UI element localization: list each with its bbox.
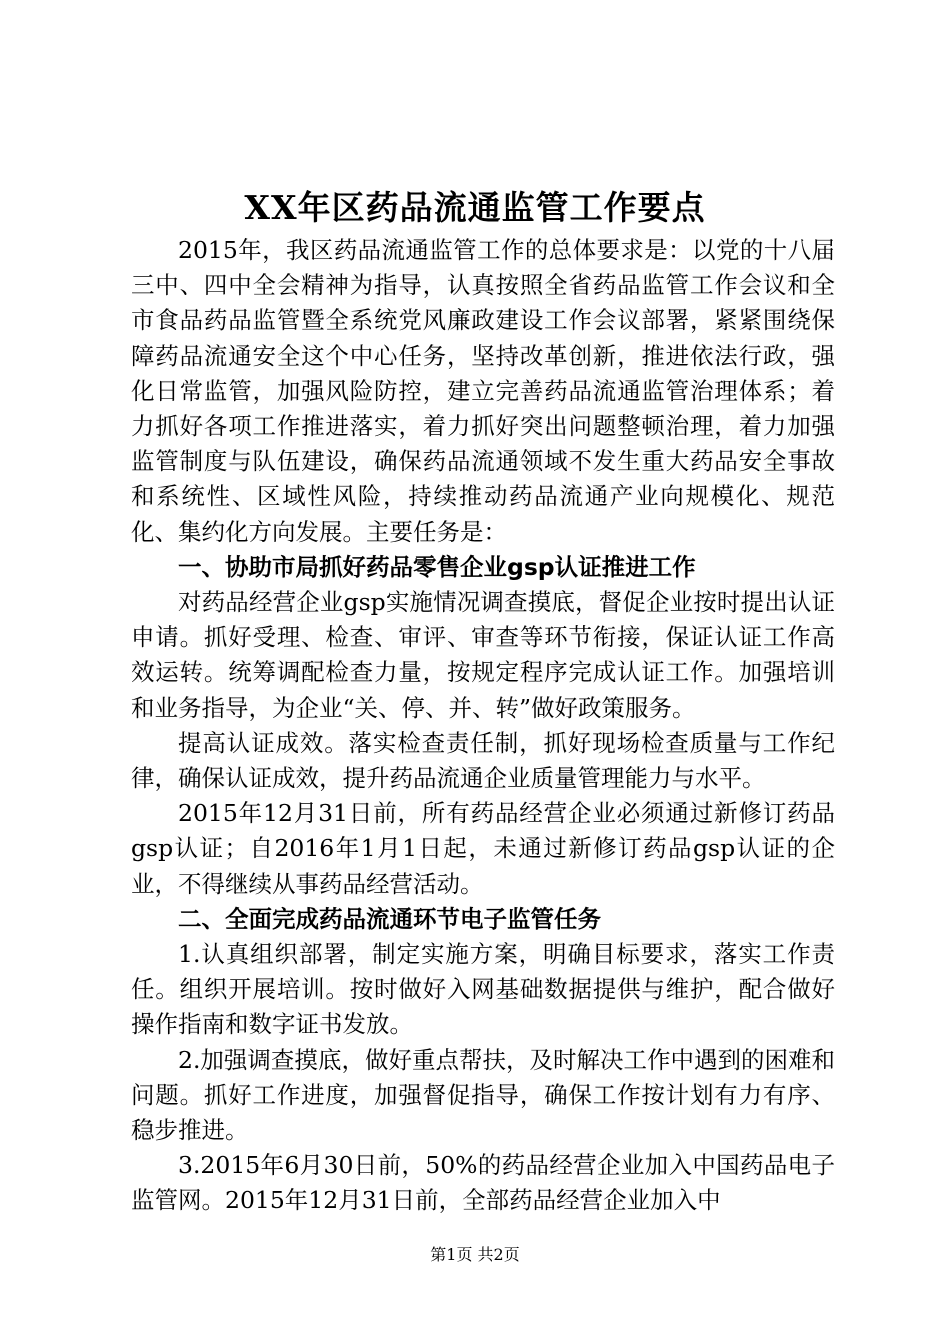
section-2-heading: 二、全面完成药品流通环节电子监管任务	[178, 904, 601, 933]
document-body	[131, 233, 835, 1219]
section-1-paragraph-3: 2015年12月31日前，所有药品经营企业必须通过新修订药品gsp认证；自2016年1月1日起，未通过新修订药品gsp认证的企业，不得继续从事药品经营活动。	[131, 799, 835, 898]
section-1-paragraph-1: 对药品经营企业gsp实施情况调查摸底，督促企业按时提出认证申请。抓好受理、检查、审评、审查等环节衔接，保证认证工作高效运转。统筹调配检查力量，按规定程序完成认证工作。加强培训和业务指导，为企业“关、停、并、转”做好政策服务。	[131, 588, 835, 722]
section-2-paragraph-3: 3.2015年6月30日前，50%的药品经营企业加入中国药品电子监管网。2015年12月31日前，全部药品经营企业加入中	[131, 1151, 835, 1215]
intro-paragraph: 2015年，我区药品流通监管工作的总体要求是：以党的十八届三中、四中全会精神为指导，认真按照全省药品监管工作会议和全市食品药品监管暨全系统党风廉政建设工作会议部署，紧紧围绕保障药品流通安全这个中心任务，坚持改革创新，推进依法行政，强化日常监管，加强风险防控，建立完善药品流通监管治理体系；着力抓好各项工作推进落实，着力抓好突出问题整顿治理，着力加强监管制度与队伍建设，确保药品流通领域不发生重大药品安全事故和系统性、区域性风险，持续推动药品流通产业向规模化、规范化、集约化方向发展。主要任务是：	[131, 236, 835, 546]
section-2-paragraph-1: 1.认真组织部署，制定实施方案，明确目标要求，落实工作责任。组织开展培训。按时做好入网基础数据提供与维护，配合做好操作指南和数字证书发放。	[131, 940, 835, 1039]
section-1-heading: 一、协助市局抓好药品零售企业gsp认证推进工作	[178, 552, 696, 581]
section-1-paragraph-2: 提高认证成效。落实检查责任制，抓好现场检查质量与工作纪律，确保认证成效，提升药品流通企业质量管理能力与水平。	[131, 728, 835, 793]
section-2-paragraph-2: 2.加强调查摸底，做好重点帮扶，及时解决工作中遇到的困难和问题。抓好工作进度，加强督促指导，确保工作按计划有力有序、稳步推进。	[131, 1045, 835, 1145]
page-footer: 第1页 共2页	[430, 1245, 520, 1264]
document-title: XX年区药品流通监管工作要点	[244, 188, 706, 227]
